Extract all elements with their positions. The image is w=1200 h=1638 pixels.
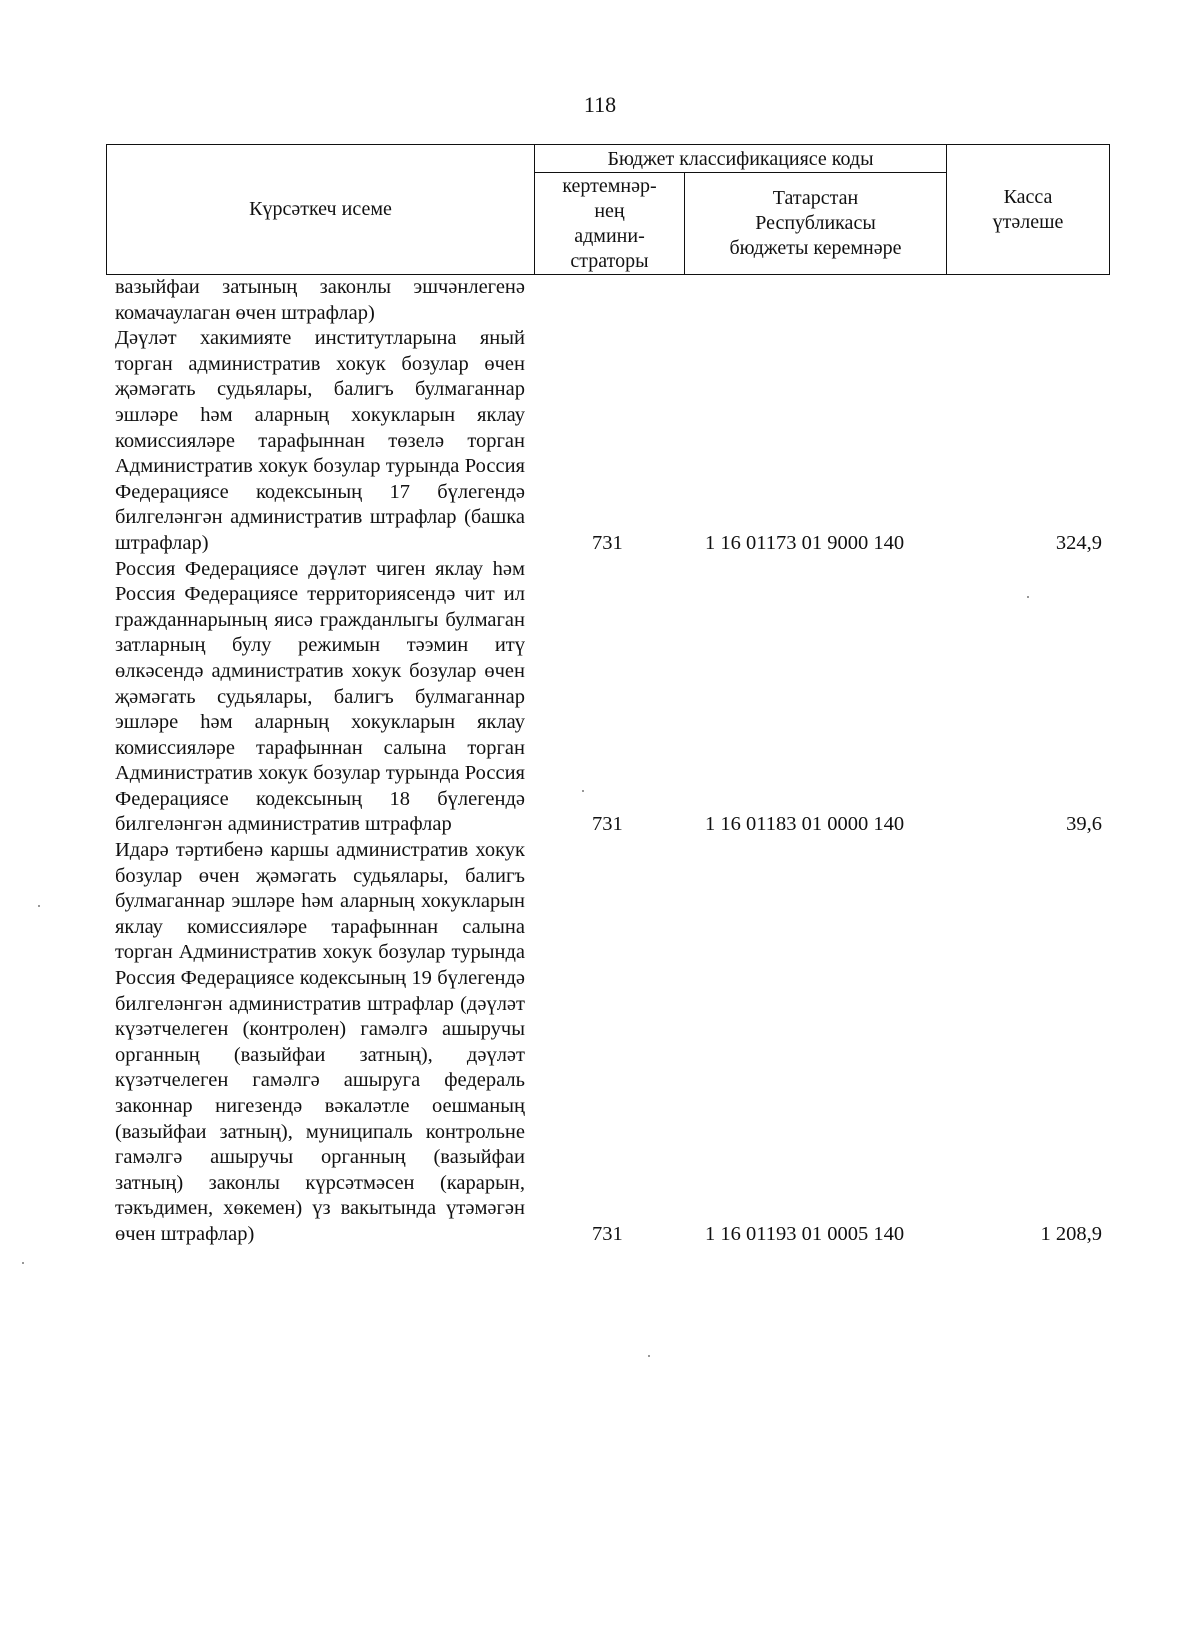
header-republic-budget-revenues: Татарстан Республикасы бюджеты керемнәре	[685, 173, 947, 275]
header-cash-execution: Касса үтәлеше	[947, 145, 1110, 275]
header-revenue-administrators: кертемнәр- нең админи- страторы	[535, 173, 685, 275]
cash-value: 324,9	[1055, 531, 1102, 554]
budget-code: 1 16 01183 01 0000 140	[705, 813, 905, 836]
cash-value: 1 208,9	[1040, 1222, 1102, 1245]
table-row	[0, 275, 1200, 326]
table-row	[0, 326, 1200, 556]
scan-speck	[582, 790, 584, 792]
budget-code: 1 16 01193 01 0005 140	[705, 1222, 905, 1245]
indicator-name: вазыйфаи затының законлы эшчәнлегенә комачаулаган өчен штрафлар)	[115, 276, 525, 324]
cash-value: 39,6	[1066, 813, 1102, 836]
table-row	[0, 838, 1200, 1248]
scan-speck	[1027, 596, 1029, 598]
indicator-name: Идарә тәртибенә каршы административ хокук бозулар өчен җәмәгать судьялары, балигъ булмаганнар эшләре һәм аларның хокукларын яклау комиссияләре тарафыннан салына торган Административ хокук бозулар турында Россия Федерациясе кодексының 19 бүлегендә билгеләнгән административ штрафлар (дәүләт күзәтчелеген (контролен) гамәлгә ашыручы органның (вазыйфаи затның), дәүләт күзәтчелеген гамәлгә ашыруга федераль законнар нигезендә вәкаләтле оешманың (вазыйфаи затның), муниципаль контрольне гамәлгә ашыручы органның (вазыйфаи затның) законлы күрсәтмәсен (карарын, тәкъдимен, хөкемен) үз вакытында үтәмәгән өчен штрафлар)	[115, 839, 525, 1245]
admin-code: 731	[592, 531, 623, 554]
table-row	[0, 557, 1200, 839]
table-header	[106, 144, 1110, 275]
header-budget-classification-group: Бюджет классификациясе коды	[535, 145, 947, 173]
table-body	[0, 275, 1200, 1248]
budget-code: 1 16 01173 01 9000 140	[705, 531, 905, 554]
indicator-name: Дәүләт хакимияте институтларына яный торган административ хокук бозулар өчен җәмәгать судьялары, балигъ булмаганнар эшләре һәм аларның хокукларын яклау комиссияләре тарафыннан төзелә торган Административ хокук бозулар турында Россия Федерациясе кодексының 17 бүлегендә билгеләнгән административ штрафлар (башка штрафлар)	[115, 327, 525, 554]
header-indicator-name: Күрсәткеч исеме	[107, 145, 535, 275]
indicator-name: Россия Федерациясе дәүләт чиген яклау һәм Россия Федерациясе территориясендә чит ил гражданнарының яисә гражданлыгы булмаган затларның булу режимын тәэмин итү өлкәсендә административ хокук бозулар өчен җәмәгать судьялары, балигъ булмаганнар эшләре һәм аларның хокукларын яклау комиссияләре тарафыннан салына торган Административ хокук бозулар турында Россия Федерациясе кодексының 18 бүлегендә билгеләнгән административ штрафлар	[115, 557, 525, 836]
scan-speck	[22, 1262, 24, 1264]
page-number: 118	[583, 92, 617, 117]
scan-speck	[648, 1355, 650, 1357]
scan-speck	[38, 905, 40, 907]
admin-code: 731	[592, 813, 623, 836]
admin-code: 731	[592, 1222, 623, 1245]
